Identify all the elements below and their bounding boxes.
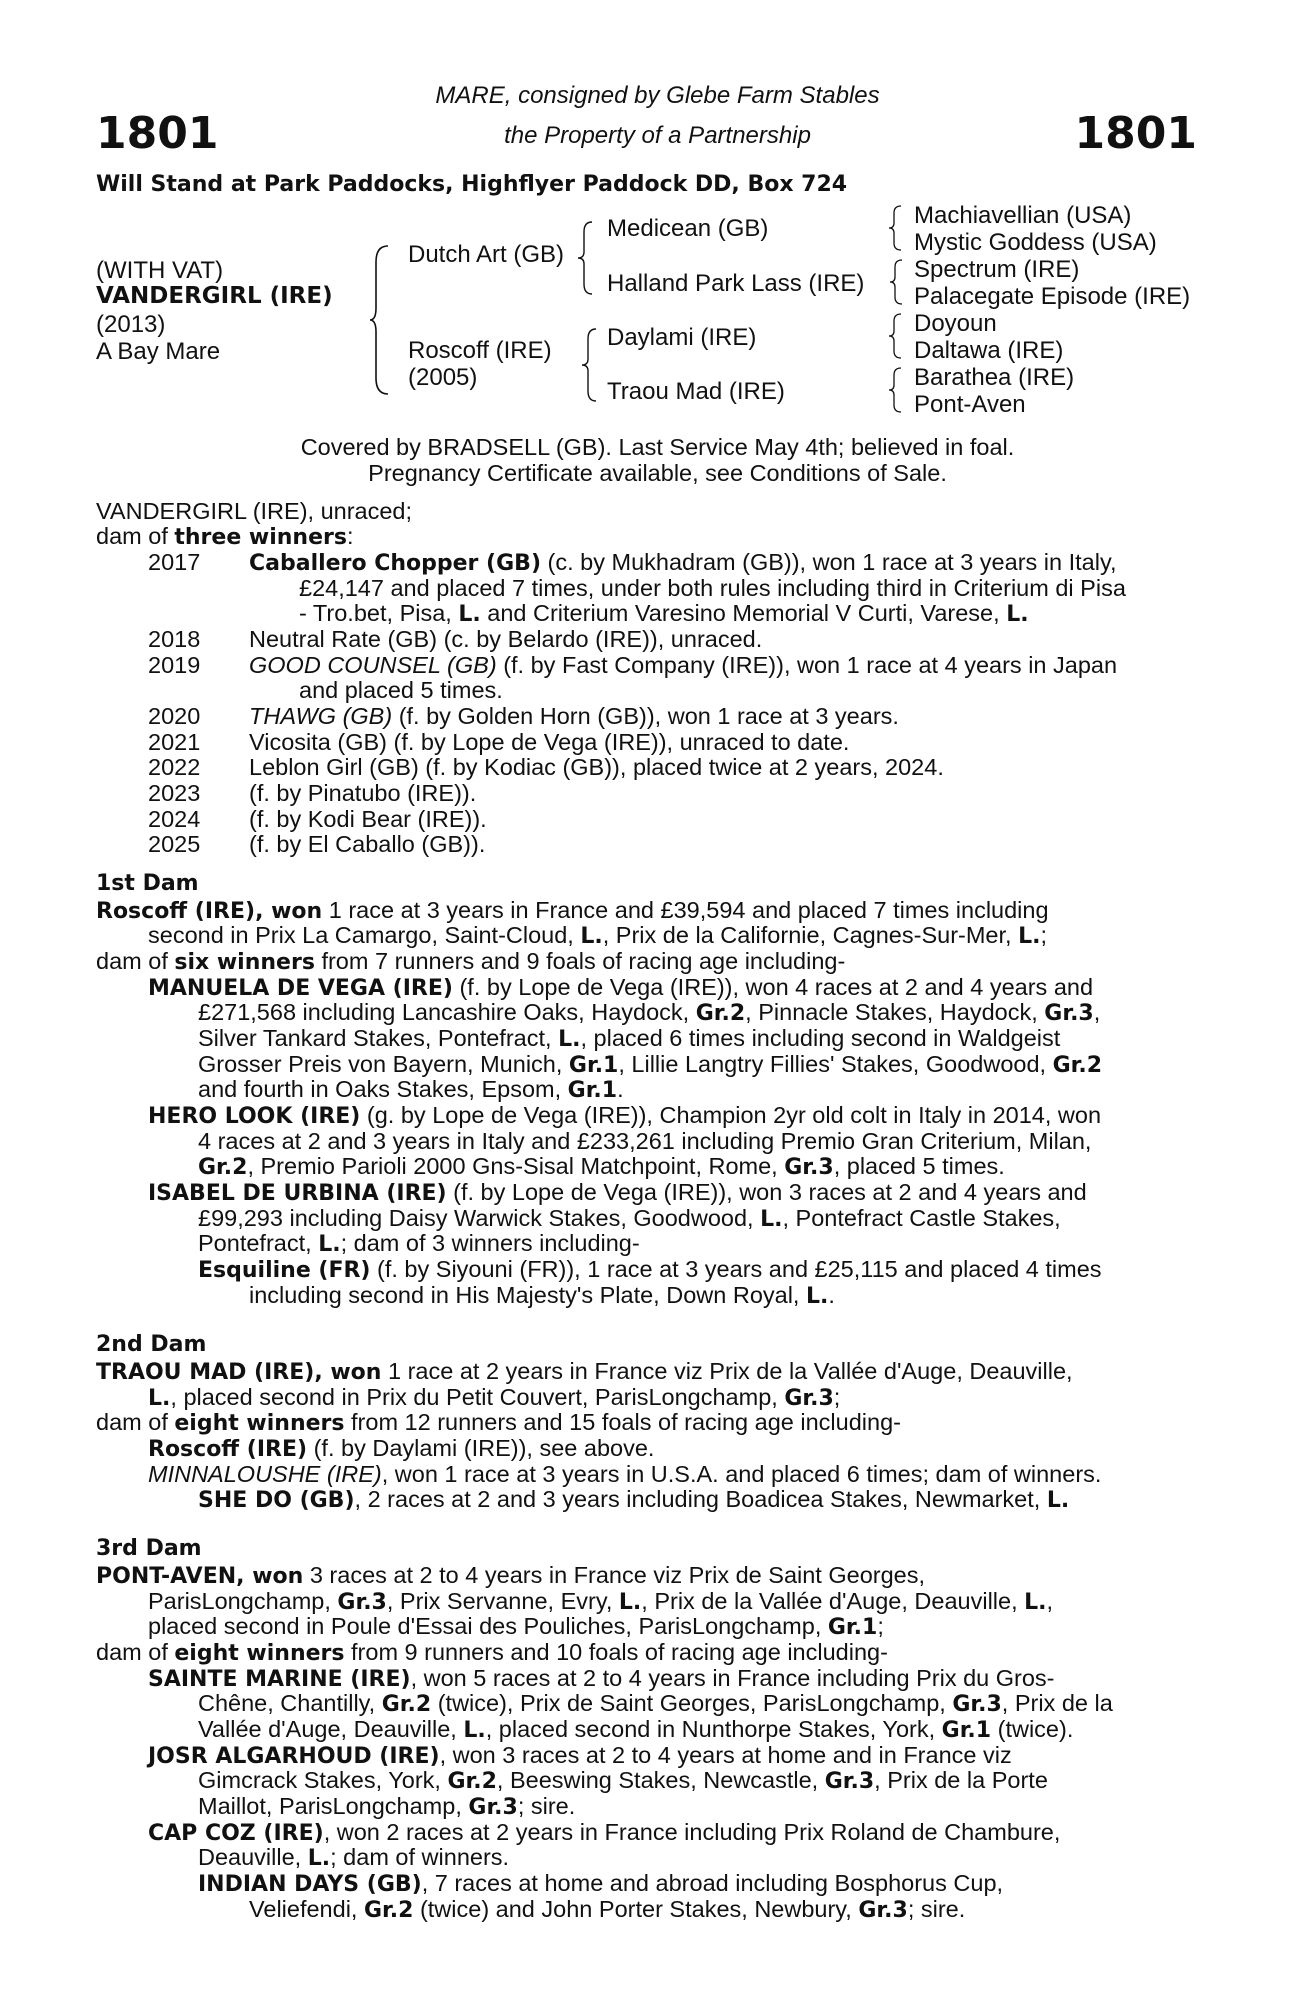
first-dam-line2: second in Prix La Camargo, Saint-Cloud, L., Prix de la Californie, Cagnes-Sur-Mer, L.; [148,922,1047,949]
pedigree-brace-g4-3 [887,311,905,361]
pedigree-brace-sire [576,218,598,298]
dam-name: Roscoff (IRE) [408,337,552,364]
produce-2019-line1: GOOD COUNSEL (GB) (f. by Fast Company (IRE)), won 1 race at 4 years in Japan [249,652,1118,678]
first-dam-dam-of: dam of six winners from 7 runners and 9 foals of racing age including- [96,948,846,975]
second-dam-shedo: SHE DO (GB), 2 races at 2 and 3 years including Boadicea Stakes, Newmarket, L. [198,1486,1070,1513]
g4-7: Barathea (IRE) [914,364,1075,391]
dam-sire: Daylami (IRE) [607,324,757,351]
hero-line2: 4 races at 2 and 3 years in Italy and £233,261 including Premio Gran Criterium, Milan, [198,1128,1092,1154]
g4-6: Daltawa (IRE) [914,337,1064,364]
produce-year-2020: 2020 [148,703,201,729]
isabel-line1: ISABEL DE URBINA (IRE) (f. by Lope de Vega (IRE)), won 3 races at 2 and 4 years and [148,1179,1087,1206]
produce-year-2018: 2018 [148,626,201,652]
dam-dam: Traou Mad (IRE) [607,378,785,405]
g4-5: Doyoun [914,310,997,337]
manuela-line5: and fourth in Oaks Stakes, Epsom, Gr.1. [198,1076,624,1103]
second-dam-title: 2nd Dam [96,1332,207,1357]
second-dam-line2: L., placed second in Prix du Petit Couvert, ParisLongchamp, Gr.3; [148,1384,841,1411]
hero-line3: Gr.2, Premio Parioli 2000 Gns-Sisal Matchpoint, Rome, Gr.3, placed 5 times. [198,1153,1005,1180]
manuela-line3: Silver Tankard Stakes, Pontefract, L., placed 6 times including second in Waldgeist [198,1025,1061,1052]
sire-sire: Medicean (GB) [607,215,769,242]
produce-2017-line2: £24,147 and placed 7 times, under both rules including third in Criterium di Pisa [299,575,1126,601]
produce-2018: Neutral Rate (GB) (c. by Belardo (IRE)), unraced. [249,626,763,652]
produce-2022: Leblon Girl (GB) (f. by Kodiac (GB)), placed twice at 2 years, 2024. [249,754,944,780]
produce-2024: (f. by Kodi Bear (IRE)). [249,806,487,832]
produce-year-2023: 2023 [148,780,201,806]
produce-year-2024: 2024 [148,806,201,832]
indian-line1: INDIAN DAYS (GB), 7 races at home and abroad including Bosphorus Cup, [198,1870,1004,1897]
third-dam-line1: PONT-AVEN, won 3 races at 2 to 4 years in France viz Prix de Saint Georges, [96,1562,926,1589]
horse-year: (2013) [96,311,166,338]
pedigree-brace-g4-2 [888,257,906,307]
produce-year-2021: 2021 [148,729,201,755]
property-line: the Property of a Partnership [504,122,811,149]
pedigree-brace-g4-4 [887,365,905,415]
manuela-line4: Grosser Preis von Bayern, Munich, Gr.1, Lillie Langtry Fillies' Stakes, Goodwood, Gr.2 [198,1051,1103,1078]
second-dam-roscoff: Roscoff (IRE) (f. by Daylami (IRE)), see above. [148,1435,655,1462]
josr-line1: JOSR ALGARHOUD (IRE), won 3 races at 2 to 4 years at home and in France viz [148,1742,1012,1769]
first-dam-title: 1st Dam [96,871,199,896]
consignor-line: MARE, consigned by Glebe Farm Stables [435,82,880,109]
lot-number-left: 1801 [96,108,219,159]
g4-1: Machiavellian (USA) [914,202,1132,229]
josr-line3: Maillot, ParisLongchamp, Gr.3; sire. [198,1793,576,1820]
g4-2: Mystic Goddess (USA) [914,229,1157,256]
pedigree-brace-dam [580,325,602,405]
first-dam-line1: Roscoff (IRE), won 1 race at 3 years in France and £39,594 and placed 7 times including [96,897,1049,924]
dam-year: (2005) [408,364,478,391]
esquiline-line2: including second in His Majesty's Plate, Down Royal, L.. [249,1282,835,1309]
sire-dam: Halland Park Lass (IRE) [607,270,865,297]
produce-2019-line2: and placed 5 times. [299,677,503,703]
second-dam-dam-of: dam of eight winners from 12 runners and 15 foals of racing age including- [96,1409,901,1436]
third-dam-dam-of: dam of eight winners from 9 runners and 10 foals of racing age including- [96,1639,888,1666]
produce-2021: Vicosita (GB) (f. by Lope de Vega (IRE)), unraced to date. [249,729,850,755]
certificate-line: Pregnancy Certificate available, see Conditions of Sale. [368,460,947,486]
produce-2025: (f. by El Caballo (GB)). [249,831,486,857]
produce-year-2019: 2019 [148,652,201,678]
sire-name: Dutch Art (GB) [408,241,565,268]
stand-location: Will Stand at Park Paddocks, Highflyer Paddock DD, Box 724 [96,172,848,197]
indian-line2: Veliefendi, Gr.2 (twice) and John Porter Stakes, Newbury, Gr.3; sire. [249,1896,966,1923]
capcoz-line2: Deauville, L.; dam of winners. [198,1844,510,1871]
isabel-line2: £99,293 including Daisy Warwick Stakes, Goodwood, L., Pontefract Castle Stakes, [198,1205,1061,1232]
capcoz-line1: CAP COZ (IRE), won 2 races at 2 years in France including Prix Roland de Chambure, [148,1819,1061,1846]
g4-8: Pont-Aven [914,391,1026,418]
horse-description: A Bay Mare [96,338,221,365]
produce-2023: (f. by Pinatubo (IRE)). [249,780,477,806]
produce-year-2025: 2025 [148,831,201,857]
produce-year-2022: 2022 [148,754,201,780]
sainte-line2: Chêne, Chantilly, Gr.2 (twice), Prix de Saint Georges, ParisLongchamp, Gr.3, Prix de la [198,1690,1113,1717]
vat-note: (WITH VAT) [96,257,224,284]
produce-dam-of: dam of three winners: [96,523,354,550]
third-dam-line3: placed second in Poule d'Essai des Pouliches, ParisLongchamp, Gr.1; [148,1613,884,1640]
sainte-line3: Vallée d'Auge, Deauville, L., placed second in Nunthorpe Stakes, York, Gr.1 (twice). [198,1716,1074,1743]
hero-line1: HERO LOOK (IRE) (g. by Lope de Vega (IRE)), Champion 2yr old colt in Italy in 2014, won [148,1102,1102,1129]
third-dam-title: 3rd Dam [96,1536,202,1561]
manuela-line1: MANUELA DE VEGA (IRE) (f. by Lope de Vega (IRE)), won 4 races at 2 and 4 years and [148,974,1094,1001]
josr-line2: Gimcrack Stakes, York, Gr.2, Beeswing Stakes, Newcastle, Gr.3, Prix de la Porte [198,1767,1048,1794]
lot-number-right: 1801 [1074,108,1197,159]
produce-2017-line3: - Tro.bet, Pisa, L. and Criterium Varesino Memorial V Curti, Varese, L. [299,600,1029,627]
covered-line: Covered by BRADSELL (GB). Last Service May 4th; believed in foal. [300,434,1015,460]
isabel-line3: Pontefract, L.; dam of 3 winners including- [198,1230,640,1257]
pedigree-brace-g4-1 [887,203,905,253]
manuela-line2: £271,568 including Lancashire Oaks, Haydock, Gr.2, Pinnacle Stakes, Haydock, Gr.3, [198,999,1101,1026]
produce-intro: VANDERGIRL (IRE), unraced; [96,498,413,524]
sainte-line1: SAINTE MARINE (IRE), won 5 races at 2 to 4 years in France including Prix du Gros- [148,1665,1055,1692]
produce-year-2017: 2017 [148,549,201,575]
esquiline-line1: Esquiline (FR) (f. by Siyouni (FR)), 1 race at 3 years and £25,115 and placed 4 times [198,1256,1102,1283]
g4-4: Palacegate Episode (IRE) [914,283,1191,310]
third-dam-line2: ParisLongchamp, Gr.3, Prix Servanne, Evry, L., Prix de la Vallée d'Auge, Deauville, L., [148,1588,1054,1615]
produce-2020: THAWG (GB) (f. by Golden Horn (GB)), won 1 race at 3 years. [249,703,899,729]
second-dam-line1: TRAOU MAD (IRE), won 1 race at 2 years in France viz Prix de la Vallée d'Auge, Deauville, [96,1358,1073,1385]
produce-2017-line1: Caballero Chopper (GB) (c. by Mukhadram (GB)), won 1 race at 3 years in Italy, [249,549,1117,576]
g4-3: Spectrum (IRE) [914,256,1080,283]
second-dam-minnaloushe: MINNALOUSHE (IRE), won 1 race at 3 years in U.S.A. and placed 6 times; dam of winners. [148,1461,1102,1487]
pedigree-brace-gen1 [368,240,398,400]
horse-name: VANDERGIRL (IRE) [96,283,333,309]
